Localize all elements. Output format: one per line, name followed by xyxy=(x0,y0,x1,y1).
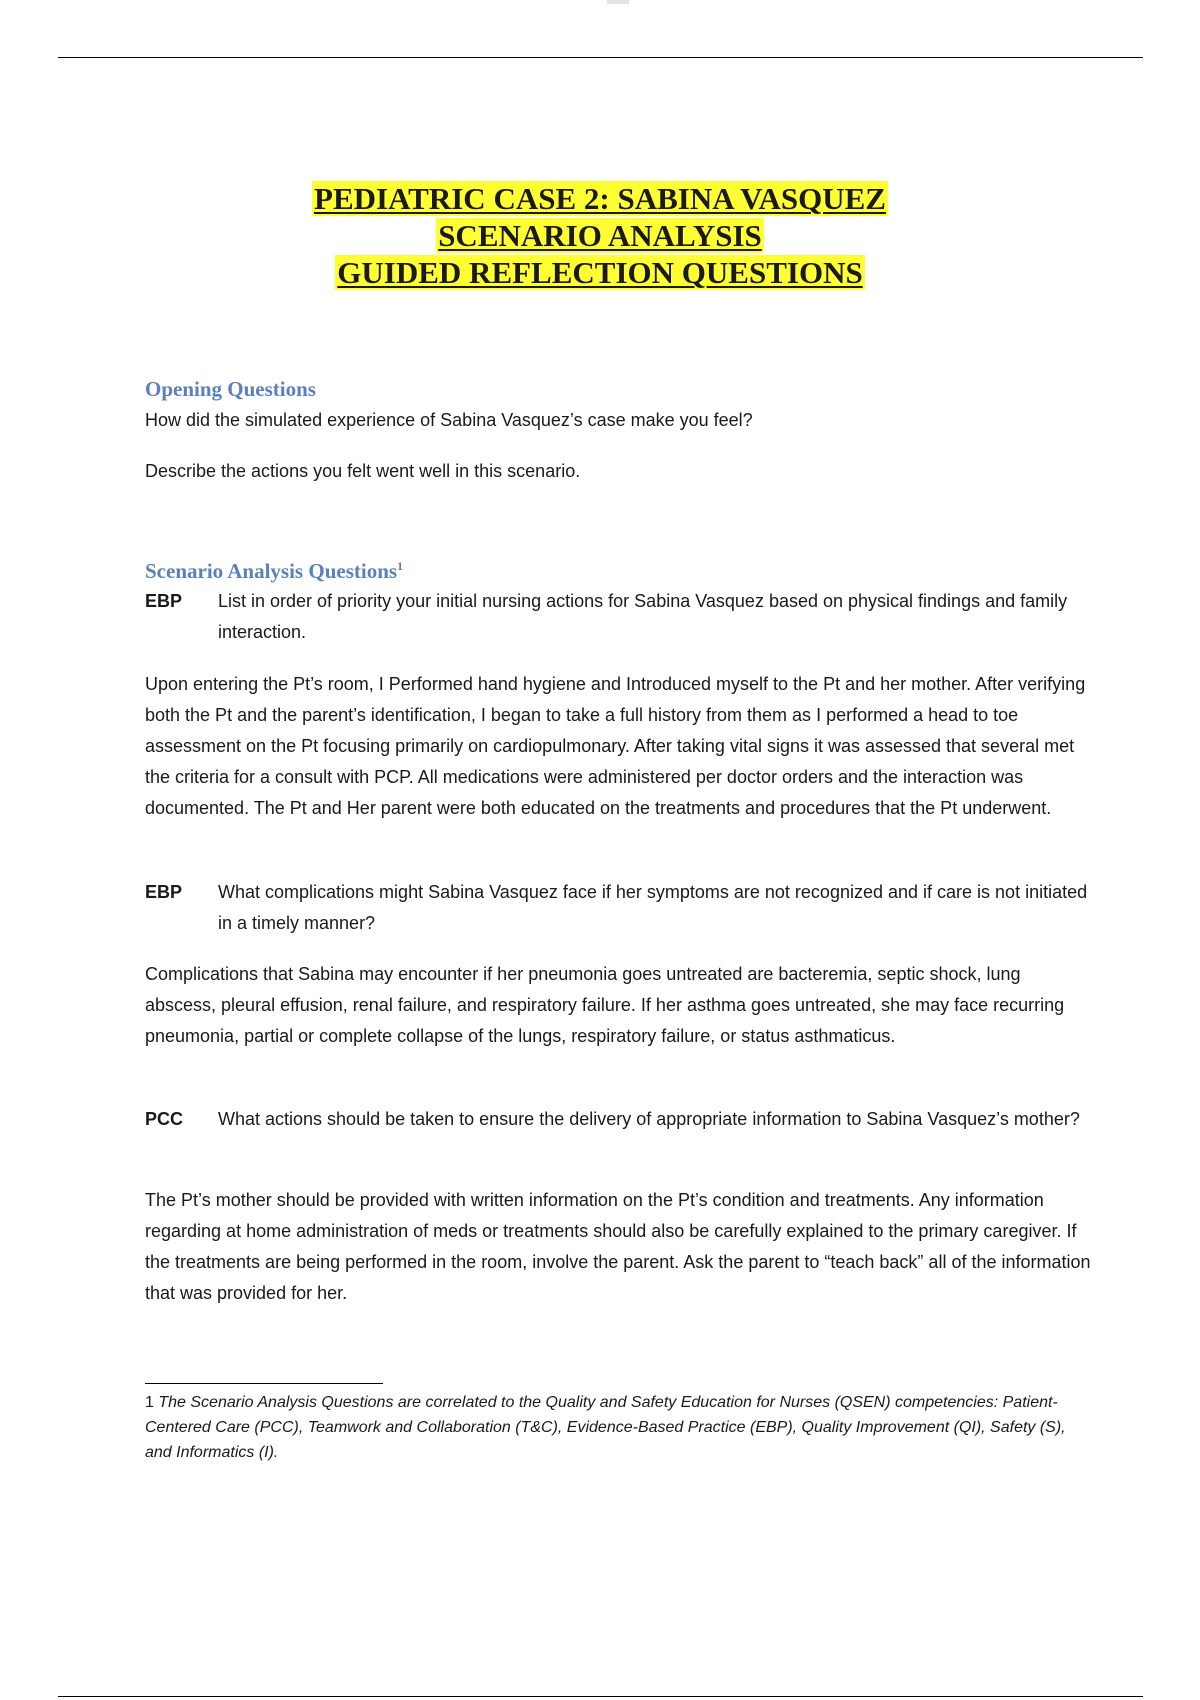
question-item-3 xyxy=(145,1104,1095,1135)
question-tag: EBP xyxy=(145,591,183,611)
opening-question-1: How did the simulated experience of Sabina Vasquez’s case make you feel? xyxy=(145,410,753,430)
scenario-heading-text: Scenario Analysis Questions xyxy=(145,559,398,583)
header-rule xyxy=(58,57,1143,58)
page-top-mark xyxy=(607,0,629,4)
document-title xyxy=(0,180,1200,291)
answer-3: The Pt’s mother should be provided with written information on the Pt’s condition and treatments. Any information regarding at home administration of meds or treatments should also be carefully explained to the primary caregiver. If the treatments are being performed in the room, involve the parent. Ask the parent to “teach back” all of the information that was provided for her. xyxy=(145,1190,1091,1303)
question-text: List in order of priority your initial nursing actions for Sabina Vasquez based on physical findings and family interaction. xyxy=(218,591,1068,642)
footnote xyxy=(145,1390,1095,1465)
opening-question-2: Describe the actions you felt went well in this scenario. xyxy=(145,461,581,481)
scenario-section xyxy=(145,558,1095,584)
scenario-heading-footnote-ref: 1 xyxy=(397,559,404,573)
question-item-1 xyxy=(145,586,1095,648)
title-line-3: GUIDED REFLECTION QUESTIONS xyxy=(337,255,863,290)
answer-2: Complications that Sabina may encounter if her pneumonia goes untreated are bacteremia, septic shock, lung abscess, pleural effusion, renal failure, and respiratory failure. If her asthma goes untreated, she may face recurring pneumonia, partial or complete collapse of the lungs, respiratory failure, or status asthmaticus. xyxy=(145,964,1065,1046)
opening-section xyxy=(145,376,1095,402)
answer-1: Upon entering the Pt’s room, I Performed hand hygiene and Introduced myself to the Pt and her mother. After verifying both the Pt and the parent’s identification, I began to take a full history from them as I performed a head to toe assessment on the Pt focusing primarily on cardiopulmonary. After taking vital signs it was assessed that several met the criteria for a consult with PCP. All medications were administered per doctor orders and the interaction was documented. The Pt and Her parent were both educated on the treatments and procedures that the Pt underwent. xyxy=(145,674,1086,818)
question-item-2 xyxy=(145,877,1095,939)
title-line-2: SCENARIO ANALYSIS xyxy=(438,218,762,253)
scenario-heading xyxy=(145,558,1095,584)
question-text: What complications might Sabina Vasquez face if her symptoms are not recognized and if care is not initiated in a timely manner? xyxy=(218,882,1088,933)
footnote-text: The Scenario Analysis Questions are correlated to the Quality and Safety Education for Nurses (QSEN) competencies: Patient-Centered Care (PCC), Teamwork and Collaboration (T&C), Evidence-Based Practice (EBP), Quality Improvement (QI), Safety (S), and Informatics (I). xyxy=(145,1394,1066,1461)
question-tag: PCC xyxy=(145,1109,184,1129)
footnote-number: 1 xyxy=(145,1394,154,1411)
title-line-1: PEDIATRIC CASE 2: SABINA VASQUEZ xyxy=(314,181,886,216)
footnote-rule xyxy=(145,1383,383,1384)
question-text: What actions should be taken to ensure the delivery of appropriate information to Sabina Vasquez’s mother? xyxy=(218,1109,1080,1129)
question-tag: EBP xyxy=(145,882,183,902)
footer-rule xyxy=(58,1696,1143,1697)
opening-heading: Opening Questions xyxy=(145,377,316,401)
